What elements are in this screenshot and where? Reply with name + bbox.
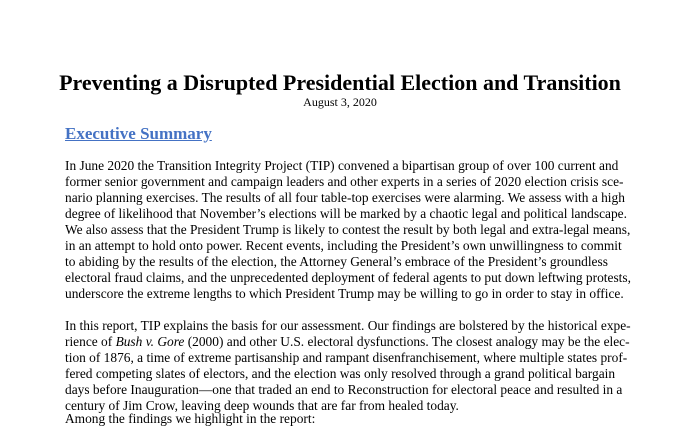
section-heading-executive-summary: Executive Summary — [65, 124, 212, 143]
paragraph-2-line: century of Jim Crow, leaving deep wounds that are far from healed today. — [65, 398, 459, 413]
paragraph-1-line: In June 2020 the Transition Integrity Project (TIP) convened a bipartisan group of over 100 current and — [65, 158, 619, 173]
paragraph-2-line: tion of 1876, a time of extreme partisanship and rampant disenfranchisement, where multiple states prof- — [65, 350, 628, 365]
paragraph-2-text: rience of — [65, 334, 116, 349]
paragraph-2-line: In this report, TIP explains the basis for our assessment. Our findings are bolstered by the historical expe- — [65, 318, 631, 333]
paragraph-1-line: to abiding by the results of the election, the Attorney General’s embrace of the President’s groundless — [65, 254, 608, 269]
paragraph-2-line — [65, 334, 630, 350]
case-name-italic: Bush v. Gore — [115, 334, 185, 349]
paragraph-1-line: in an attempt to hold onto power. Recent events, including the President’s own unwillingness to commit — [65, 238, 622, 253]
paragraph-2-line: days before Inauguration—one that traded an end to Reconstruction for electoral peace and resulted in a — [65, 382, 623, 397]
paragraph-3-line: Among the findings we highlight in the report: — [65, 411, 316, 426]
paragraph-1-line: We also assess that the President Trump is likely to contest the result by both legal and extra-legal means, — [65, 222, 631, 237]
paragraph-2-line: fered competing slates of electors, and the election was only resolved through a grand political bargain — [65, 366, 616, 381]
document-date: August 3, 2020 — [303, 95, 377, 109]
paragraph-1-line: nario planning exercises. The results of all four table-top exercises were alarming. We assess with a high — [65, 190, 625, 205]
paragraph-1-line: degree of likelihood that November’s elections will be marked by a chaotic legal and political landscape. — [65, 206, 627, 221]
paragraph-1-line: electoral fraud claims, and the unprecedented deployment of federal agents to put down leftwing protests, — [65, 270, 631, 285]
paragraph-1-line: underscore the extreme lengths to which President Trump may be willing to go in order to stay in office. — [65, 286, 624, 301]
document-title: Preventing a Disrupted Presidential Election and Transition — [59, 70, 621, 95]
paragraph-1-line: former senior government and campaign leaders and other experts in a series of 2020 election crisis sce- — [65, 174, 624, 189]
paragraph-2-text: (2000) and other U.S. electoral dysfunctions. The closest analogy may be the elec- — [184, 334, 630, 349]
